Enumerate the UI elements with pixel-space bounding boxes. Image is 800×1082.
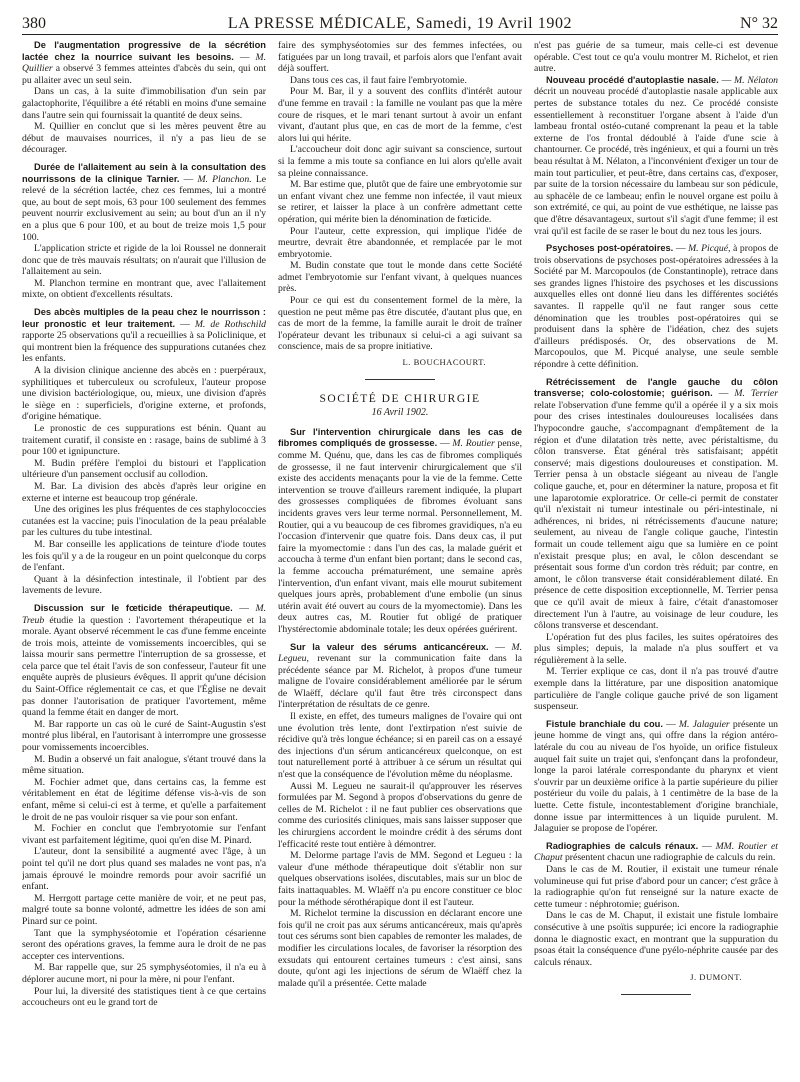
- paragraph: Quant à la désinfection intestinale, il l'obtient par des lavements de levure.: [22, 573, 266, 597]
- paragraph-text: relate l'observation d'une femme qu'il a opérée il y a six mois pour des crises intestinales douloureuses localisées dans l'hypocondre gauche, s'accompagnant d'empâtement de la région et d'une dilatation très nette, avec péristaltisme, du côlon transverse. État général très satisfaisant; appétit conservé; mais digestions douloureuses et constipation. M. Terrier pensa à un obstacle siégeant au niveau de l'angle colique gauche, et, pour en déterminer la nature, proposa et fit une laparotomie exploratrice. Or celle-ci permit de constater qu'il n'existait ni tumeur intestinale ou péri-intestinale, ni adhérences, ni brides, ni rétrécissements d'aucune nature; seulement, au niveau de l'angle colique gauche, l'intestin formait un coude tellement aigu que sa lumière en ce point n'existait presque plus; en aval, le côlon descendant se présentait sous forme d'un cordon très réduit; par contre, en amont, le côlon transverse était considérablement dilaté. En présence de cette disposition exceptionnelle, M. Terrier pensa que ce qu'il avait de mieux à faire, c'était d'anastomoser directement l'un à l'autre, au voisinage de leur coudure, les côlons transverse et descendant.: [534, 399, 778, 632]
- page-number: 380: [22, 15, 46, 32]
- session-date: 16 Avril 1902.: [371, 407, 429, 419]
- paragraph: M. Fochier admet que, dans certains cas, la femme est véritablement en état de légitime défense vis-à-vis de son enfant, même si celui-ci est à terme, et qu'elle a parfaitement le droit de ne pas vouloir risquer sa vie pour son enfant.: [22, 776, 266, 823]
- heading-dash: —: [712, 388, 735, 400]
- section-rule: [621, 994, 691, 995]
- article-heading: Nouveau procédé d'autoplastie nasale.: [546, 74, 719, 85]
- paragraph: Pour lui, la diversité des statistiques tient à ce que certains accoucheurs ont eu le grand tort de: [22, 985, 266, 1009]
- paragraph-text: présente un jeune homme de vingt ans, qui offre dans la région antéro-latérale du cou au niveau de l'os hyoïde, un orifice fistuleux auquel fait suite un trajet qui, s'enfonçant dans la profondeur, longe la paroi latérale correspondante du pharynx et vient s'ouvrir par un deuxième orifice à la partie supérieure du pilier postérieur du voile du palais, à 1 centimètre de la base de la luette. Cette fistule, incontestablement d'origine branchiale, donne issue par intermittences à un liquide purulent. M. Jalaguier se propose de l'opérer.: [534, 718, 778, 835]
- paragraph-text: a observé 3 femmes atteintes d'abcès du sein, qui ont pu allaiter avec un seul sein.: [22, 63, 266, 86]
- article-heading: Sur l'intervention chirurgicale dans les cas de fibromes compliqués de grossesse.: [278, 426, 522, 449]
- paragraph: Pour l'auteur, cette expression, qui implique l'idée de meurtre, devrait être abandonnée, et remplacée par le mot embryotomie.: [278, 225, 522, 260]
- article-author: M. Terrier: [734, 388, 778, 400]
- paragraph: L'opération fut des plus faciles, les suites opératoires des plus simples; depuis, la malade n'a plus souffert et va régulièrement à la selle.: [534, 631, 778, 666]
- paragraph: M. Herrgott partage cette manière de voir, et ne peut pas, malgré toute sa bonne volonté, admettre les idées de son ami Pinard sur ce point.: [22, 892, 266, 927]
- paragraph: Tant que la symphyséotomie et l'opération césarienne seront des opérations graves, la femme aura le droit de ne pas accepter ces interventions.: [22, 927, 266, 962]
- article-heading: Psychoses post-opératoires.: [546, 243, 674, 254]
- article-heading: Discussion sur le fœticide thérapeutique.: [34, 602, 233, 613]
- paragraph-text: pense, comme M. Quénu, que, dans les cas de fibromes compliqués de grossesse, il ne faut intervenir chirurgicalement que s'il existe des accidents menaçants pour la vie de la femme. Cette intervention se trouve d'ailleurs rarement indiquée, la plupart des grossesses compliquées de fibromes évoluant sans incidents graves vers leur terme normal. Personnellement, M. Routier, qui a vu beaucoup de ces fibromes gravidiques, n'a eu l'occasion d'intervenir que quatre fois. Dans deux cas, il put faire la myomectomie : dans l'un des cas, la malade guérit et accoucha à terme d'un enfant bien portant; dans le second cas, la femme accoucha prématurément, une semaine après l'intervention, d'un enfant vivant, mais elle mourut subitement quelques jours après, probablement d'une embolie (un sinus utérin avait été ouvert au cours de la myomectomie). Dans les deux autres cas, M. Routier fut obligé de pratiquer l'hystérectomie abdominale totale; les deux opérées guérirent.: [278, 438, 522, 635]
- paragraph-text: étudie la question : l'avortement thérapeutique et la morale. Ayant observé récemment le cas d'une femme enceinte de trois mois, atteinte de vomissements incoercibles, qui se laissa mourir sans permettre l'interruption de sa grossesse, et cela parce que tel était l'avis de son confesseur, l'auteur fit une enquête auprès de plusieurs évêques. Il apprit qu'une décision du Saint-Office réglementait ce cas, et que l'Église ne devait pas donner l'autorisation de pratiquer l'avortement, même quand la femme était en danger de mort.: [22, 614, 266, 719]
- article-paragraph: [22, 307, 266, 365]
- article-author: M. Treub: [22, 602, 266, 626]
- article-author: M. Quillier: [22, 51, 266, 75]
- heading-dash: —: [437, 438, 453, 450]
- article-paragraph: [22, 40, 266, 86]
- article-heading: Radiographies de calculs rénaux.: [546, 840, 699, 851]
- paragraph: Le pronostic de ces suppurations est bénin. Quant au traitement curatif, il consiste en : rasage, bains de sublimé à 3 pour 100 et ignipuncture.: [22, 423, 266, 458]
- article-heading: De l'augmentation progressive de la sécrétion lactée chez la nourrice suivant les besoins.: [22, 40, 266, 62]
- article-paragraph: [534, 719, 778, 835]
- paragraph: M. Bar conseille les applications de teinture d'iode toutes les fois qu'il y a de la rougeur en un point quelconque du corps de l'enfant.: [22, 538, 266, 574]
- paragraph: M. Budin préfère l'emploi du bistouri et l'application ultérieure d'un pansement occlusif au collodion.: [22, 457, 266, 481]
- article-heading: Durée de l'allaitement au sein à la consultation des nourrissons de la clinique Tarnier.: [22, 161, 266, 184]
- paragraph: Dans le cas de M. Routier, il existait une tumeur rénale volumineuse qui fut prise d'abord pour un cancer; c'est grâce à la radiographie qu'on fut renseigné sur la nature exacte de cette tumeur : néphrotomie; guérison.: [534, 863, 778, 910]
- article-paragraph: [534, 377, 778, 632]
- paragraph: M. Bar. La division des abcès d'après leur origine en externe et interne est beaucoup trop générale.: [22, 480, 266, 504]
- column-3: [534, 40, 778, 1070]
- paragraph: A la division clinique ancienne des abcès en : puerpéraux, syphilitiques et tuberculeux ou scrofuleux, l'auteur propose une division bactériologique, ou, mieux, une division d'après le siège en : superficiels, d'origine externe, et profonds, d'origine hématique.: [22, 365, 266, 423]
- society-heading: SOCIÉTÉ DE CHIRURGIE: [319, 392, 481, 405]
- article-paragraph: [534, 841, 778, 864]
- article-heading: Des abcès multiples de la peau chez le nourrisson : leur pronostic et leur traitement.: [22, 307, 266, 329]
- paragraph-text: décrit un nouveau procédé d'autoplastie nasale applicable aux pertes de substance totales du nez. Ce procédé consiste essentiellement à reconstituer l'organe absent à l'aide d'un lambeau frontal ostéo-cutané comprenant la peau et la table externe de l'os frontal dédoublé à l'aide d'une scie à chantourner. Ce procédé, très ingénieux, et qui a fourni un très beau résultat à M. Nélaton, a l'inconvénient d'exiger un tour de main tout particulier, et peut-être, dans certains cas, d'exposer, par suite de la torsion nécessaire du lambeau sur son pédicule, au sphacèle de ce lambeau; enfin le nouvel organe est poilu à son extrémité, ce qui, au point de vue esthétique, ne laisse pas que d'être désavantageux, surtout s'il s'agit d'une femme; il est vrai qu'il est facile de se raser le bout du nez tous les jours.: [534, 86, 778, 237]
- article-author: M. Routier: [452, 438, 495, 450]
- article-author: M. Nélaton: [734, 74, 778, 86]
- paragraph-text: rapporte 25 observations qu'il a recueillies à sa Policlinique, et qui montrent bien la fréquence des suppurations cutanées chez les enfants.: [22, 330, 266, 365]
- paragraph: M. Fochier en conclut que l'embryotomie sur l'enfant vivant est parfaitement légitime, quoi qu'en dise M. Pinard.: [22, 823, 266, 846]
- paragraph: M. Bar rappelle que, sur 25 symphyséotomies, il n'a eu à déplorer aucune mort, ni pour la mère, ni pour l'enfant.: [22, 962, 266, 985]
- heading-dash: —: [175, 318, 195, 330]
- paragraph: Aussi M. Legueu ne saurait-il qu'approuver les réserves formulées par M. Segond à propos d'observations du genre de celles de M. Richelot : il ne faut publier ces observations que comme des curiosités cliniques, mais sans laisser supposer que les chirurgiens accordent le moindre crédit à des sérums dont l'efficacité reste tout entière à démontrer.: [278, 780, 522, 850]
- paragraph: M. Budin a observé un fait analogue, s'étant trouvé dans la même situation.: [22, 753, 266, 777]
- article-author: M. Jalaguier: [678, 718, 730, 730]
- article-paragraph: [534, 243, 778, 371]
- paragraph: M. Planchon termine en montrant que, avec l'allaitement mixte, on obtient d'excellents résultats.: [22, 277, 266, 301]
- paragraph: L'application stricte et rigide de la loi Roussel ne donnerait donc que de très mauvais résultats; on n'aurait que l'illusion de l'allaitement au sein.: [22, 243, 266, 278]
- article-heading: Fistule branchiale du cou.: [546, 718, 663, 729]
- header-rule: [22, 34, 778, 35]
- page-header: [22, 14, 778, 34]
- heading-dash: —: [233, 51, 256, 63]
- heading-dash: —: [673, 243, 689, 255]
- issue-number: N° 32: [740, 15, 778, 32]
- paragraph: M. Quillier en conclut que si les mères peuvent être au début de mauvaises nourrices, il n'y a pas lieu de se décourager.: [22, 121, 266, 156]
- paragraph-text: à propos de trois observations de psychoses post-opératoires adressées à la Société par M. Marcopoulos (de Constantinople), retrace dans ses grandes lignes l'histoire des psychoses et les discussions auxquelles elles ont donné lieu dans les différentes sociétés savantes. Il rappelle qu'il ne faut ranger sous cette dénomination que les troubles post-opératoires qui se produisent dans la sphère de l'idéation, chez des sujets d'ailleurs prédisposés. Or, des observations de M. Marcopoulos, que M. Picqué analyse, une seule semble répondre à cette définition.: [534, 243, 778, 371]
- article-paragraph: [534, 75, 778, 237]
- paragraph: Dans le cas de M. Chaput, il existait une fistule lombaire consécutive à une psoïtis suppurée; ici encore la radiographie donna le diagnostic exact, en montrant que la suppuration du psoas était la conséquence d'une pyélo-néphrite causée par des calculs rénaux.: [534, 910, 778, 968]
- heading-dash: —: [488, 641, 512, 653]
- paragraph: Il existe, en effet, des tumeurs malignes de l'ovaire qui ont une évolution très lente, dont l'extirpation n'est suivie de récidive qu'à très longue échéance; si en pareil cas on a essayé des injections d'un sérum anticancéreux quelconque, on est tout naturellement porté à attribuer à ce sérum un résultat qui n'est que la conséquence de l'évolution même du néoplasme.: [278, 711, 522, 781]
- signature: J. DUMONT.: [690, 972, 742, 983]
- paragraph: L'accoucheur doit donc agir suivant sa conscience, surtout si la femme a mis toute sa confiance en lui alors qu'elle avait sa pleine connaissance.: [278, 144, 522, 179]
- article-author: MM. Routier et Chaput: [534, 840, 778, 864]
- article-author: M. Legueu,: [278, 641, 522, 665]
- heading-dash: —: [698, 840, 716, 852]
- article-author: M. de Rothschild: [194, 318, 266, 330]
- article-heading: Sur la valeur des sérums anticancéreux.: [290, 641, 489, 652]
- article-paragraph: [22, 162, 266, 243]
- paragraph: Une des origines les plus fréquentes de ces staphylococcies cutanées est la vaccine; puis l'inoculation de la peau préalable par les cultures du tube intestinal.: [22, 504, 266, 539]
- paragraph-text: présentent chacun une radiographie de calculs du rein.: [564, 852, 776, 864]
- column-1: [22, 40, 266, 1070]
- paragraph: M. Terrier explique ce cas, dont il n'a pas trouvé d'autre exemple dans la littérature, par une disposition anatomique particulière de l'angle colique gauche privé de son ligament suspenseur.: [534, 666, 778, 713]
- signature: L. BOUCHACOURT.: [402, 357, 486, 368]
- paragraph: M. Budin constate que tout le monde dans cette Société admet l'embryotomie sur l'enfant vivant, à quelques nuances près.: [278, 260, 522, 295]
- section-rule: [365, 379, 435, 380]
- paragraph: Pour M. Bar, il y a souvent des conflits d'intérêt autour d'une femme en travail : la famille ne voulant pas que la mère coure de risques, et le mari tenant surtout à avoir un enfant vivant, d'autant plus que, en cas de mort de la femme, c'est alors lui qui hérite.: [278, 86, 522, 144]
- heading-dash: —: [718, 74, 735, 86]
- article-author: M. Planchon.: [197, 173, 252, 185]
- paragraph: Dans tous ces cas, il faut faire l'embryotomie.: [290, 74, 467, 86]
- article-paragraph: [278, 427, 522, 636]
- journal-title: LA PRESSE MÉDICALE, Samedi, 19 Avril 1902: [227, 15, 573, 32]
- heading-dash: —: [179, 173, 198, 185]
- paragraph-text: Le relevé de la sécrétion lactée, chez ces femmes, lui a montré que, au bout de sept mois, 63 pour 100 seulement des femmes peuvent nourrir exclusivement au sein; au bout d'un an il n'y en a plus que 6 pour 100, et au bout de treize mois 1,5 pour 100.: [22, 173, 266, 243]
- paragraph: Pour ce qui est du consentement formel de la mère, la question ne peut même pas être discutée, d'autant plus que, en cas de mort de la femme, la famille aurait le droit de traîner l'opérateur devant les tribunaux si celui-ci a agi suivant sa conscience, mais de sa propre initiative.: [278, 295, 522, 353]
- paragraph: Dans un cas, à la suite d'immobilisation d'un sein par galactophorite, l'équilibre a été rétabli en moins d'une semaine dans l'autre sein qui fournissait la quantité de deux seins.: [22, 86, 266, 121]
- heading-dash: —: [232, 602, 256, 614]
- article-author: M. Picqué,: [688, 243, 731, 255]
- paragraph: L'auteur, dont la sensibilité a augmenté avec l'âge, à un point tel qu'il ne dort plus quand ses malades ne vont pas, n'a jamais éprouvé le moindre remords pour avoir sacrifié un enfant.: [22, 846, 266, 893]
- paragraph: M. Richelot termine la discussion en déclarant encore une fois qu'il ne croit pas aux sérums anticancéreux, mais qu'après tout ces sérums sont bien capables de remonter les malades, de modifier les circulations locales, de favoriser la résorption des exsudats qui entourent certaines tumeurs : c'est ainsi, sans doute, qu'ont agi les injections de sérum de Wlaëff chez la malade qu'il a présentée. Cette malade: [278, 908, 522, 989]
- article-paragraph: [278, 642, 522, 712]
- heading-dash: —: [662, 718, 679, 730]
- paragraph: n'est pas guérie de sa tumeur, mais celle-ci est devenue opérable. C'est tout ce qu'a voulu montrer M. Richelot, et rien autre.: [534, 40, 778, 75]
- article-heading: Rétrécissement de l'angle gauche du côlon transverse; colo-colostomie; guérison.: [534, 376, 778, 399]
- article-paragraph: [22, 603, 266, 719]
- column-2: [278, 40, 522, 1070]
- paragraph: faire des symphyséotomies sur des femmes infectées, ou fatiguées par un long travail, et parfois alors que l'enfant avait déjà souffert.: [278, 40, 522, 75]
- paragraph: M. Bar rapporte un cas où le curé de Saint-Augustin s'est montré plus libéral, en l'autorisant à interrompre une grossesse pour vomissements incoercibles.: [22, 718, 266, 754]
- paragraph: M. Delorme partage l'avis de MM. Segond et Legueu : la valeur d'une méthode thérapeutique doit s'établir non sur quelques observations isolées, discutables, mais sur un bloc de faits inattaquables. M. Wlaëff n'a pu encore constituer ce bloc pour la méthode sérothérapique dont il est l'auteur.: [278, 850, 522, 908]
- paragraph-text: revenant sur la communication faite dans la précédente séance par M. Richelot, à propos d'une tumeur maligne de l'ovaire considérablement améliorée par le sérum de Wlaëff, déclare qu'il faut être très circonspect dans l'interprétation de résultats de ce genre.: [278, 653, 522, 711]
- paragraph: M. Bar estime que, plutôt que de faire une embryotomie sur un enfant vivant chez une femme non infectée, il vaut mieux se retirer, et laisser la place à un confrère admettant cette opération, qui mérite bien la dénomination de fœticide.: [278, 179, 522, 225]
